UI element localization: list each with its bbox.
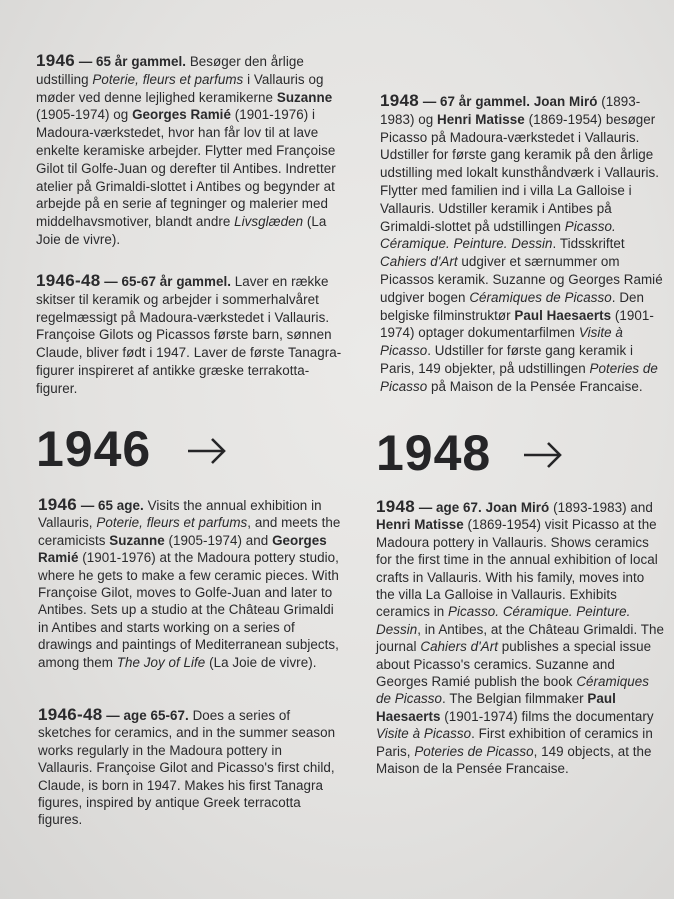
body-text: (1901-1974) films the documentary	[444, 708, 654, 724]
body-text: Laver en række skitser til keramik og arbejder i sommerhalvåret regelmæssigt på Madoura-værkstedet i Vallauris. Françoise Gilots og Picassos første barn, sønnen Claude, bliver født i 1947. Laver de første Tanagra-figurer inspireret af antikke græske terrakotta-figurer.	[36, 274, 342, 396]
body-text: . First exhibition of ceramics in Paris,	[376, 726, 653, 759]
body-text: (1905-1974) and	[168, 532, 269, 548]
age-label: 65-67 år gammel.	[121, 274, 231, 289]
body-text: publishes a special issue about Picasso's ceramics. Suzanne and Georges Ramié publish the book	[376, 639, 652, 690]
dash: —	[78, 54, 93, 69]
italic-title: Cahiers d'Art	[380, 254, 458, 270]
age-label: 65 år gammel.	[96, 54, 187, 69]
big-year-1948: 1948	[376, 425, 492, 481]
age-label: age 65-67.	[123, 708, 189, 723]
body-text: (1869-1954) besøger Picasso på Madoura-værkstedet i Vallauris. Udstiller for første gang keramik på den årlige udstilling med lokalt kunsthåndværk i Vallauris. Flytter med familien ind i villa La Galloise i Vallauris. Udstiller keramik i Antibes på Grimaldi-slottet på udstillingen	[380, 111, 660, 234]
year-label: 1948	[376, 497, 416, 516]
body-text: på Maison de la Pensée Francaise.	[431, 378, 643, 394]
body-text: (1901-1974) optager dokumentarfilmen	[380, 307, 654, 341]
bold-name: Georges Ramié	[132, 107, 231, 123]
italic-title: Poteries de Picasso	[380, 360, 658, 394]
dash: —	[418, 500, 433, 515]
italic-title: Poterie, fleurs et parfums	[96, 515, 248, 531]
body-text: , 149 objects, at the Maison de la Pensée Francaise.	[376, 743, 652, 777]
age-label: 67 år gammel.	[440, 94, 531, 109]
body-text: (La Joie de vivre).	[36, 214, 327, 247]
body-text: , in Antibes, at the Château Grimaldi. The journal	[376, 621, 664, 655]
bold-name: Joan Miró	[533, 94, 598, 109]
body-text: . Tidsskriftet	[552, 236, 625, 252]
body-text: Does a series of sketches for ceramics, and in the summer season works regularly in the Madoura pottery in Vallauris. Françoise Gilot and Picasso's first child, Claude, is born in 1947. Makes his first Tanagra figures, inspired by antique Greek terracotta figures.	[38, 708, 336, 828]
body-text: (La Joie de vivre).	[209, 654, 317, 670]
italic-title: Livsglæden	[234, 214, 304, 230]
text-block-da-1948	[380, 92, 665, 396]
body-text: Besøger den årlige udstilling	[36, 54, 304, 87]
body-text: (1901-1976) i Madoura-værkstedet, hvor han får lov til at lave enkelte keramiske arbejder. Flytter med Françoise Gilot til Golfe-Juan og derefter til Antibes. Indretter atelier på Grimaldi-slottet i Antibes og begynder at arbejde på en serie af tegninger og malerier med middelhavsmotiver, blandt andre	[36, 107, 336, 230]
age-label: age 67.	[436, 500, 482, 515]
year-label: 1946-48	[36, 271, 101, 290]
body-text: . The Belgian filmmaker	[442, 691, 584, 707]
body-text: (1893-1983) and	[553, 500, 653, 515]
italic-title: Céramiques de Picasso	[469, 289, 612, 305]
text-block-da-1946-48	[36, 272, 346, 398]
bold-name: Henri Matisse	[376, 517, 464, 533]
bold-name: Paul Haesaerts	[514, 307, 612, 323]
text-block-en-1946-48	[38, 706, 338, 829]
body-text: (1901-1976) at the Madoura pottery studio, where he gets to make a few ceramic pieces. With Françoise Gilot, moves to Golfe-Juan and later to Antibes. Sets up a studio at the Château Grimaldi in Antibes and starts working on a series of drawings and paintings of Mediterranean subjects, among them	[38, 550, 339, 670]
italic-title: Poteries de Picasso	[414, 743, 534, 759]
dash: —	[80, 498, 95, 513]
bold-name: Georges Ramié	[38, 532, 327, 566]
text-block-en-1948	[376, 498, 664, 778]
bold-name: Joan Miró	[485, 500, 550, 515]
body-text: (1893-1983) og	[380, 94, 641, 127]
year-label: 1946-48	[38, 705, 103, 724]
body-text: udgiver et særnummer om Picassos keramik. Suzanne og Georges Ramié udgiver bogen	[380, 254, 663, 305]
dash: —	[104, 274, 118, 289]
dash: —	[422, 94, 437, 109]
body-text: (1905-1974) og	[36, 107, 129, 123]
arrow-right-icon	[186, 436, 228, 466]
dash: —	[106, 708, 120, 723]
bold-name: Suzanne	[109, 532, 165, 548]
year-label: 1946	[36, 51, 76, 70]
body-text: . Udstiller for første gang keramik i Paris, 149 objekter, på udstillingen	[380, 343, 633, 376]
italic-title: Visite à Picasso	[380, 325, 623, 359]
body-text: (1869-1954) visit Picasso at the Madoura pottery in Vallauris. Shows ceramics for the first time in the annual exhibition of local crafts in Vallauris. With his family, moves into the villa La Galloise in Vallauris. Exhibits ceramics in	[376, 517, 658, 620]
italic-title: Visite à Picasso	[376, 726, 472, 742]
italic-title: The Joy of Life	[116, 654, 206, 670]
year-label: 1946	[38, 495, 78, 514]
italic-title: Céramiques de Picasso	[376, 674, 650, 707]
bold-name: Henri Matisse	[437, 111, 525, 127]
bold-name: Paul Haesaerts	[376, 691, 616, 724]
body-text: Visits the annual exhibition in Vallauris,	[38, 498, 322, 531]
italic-title: Poterie, fleurs et parfums	[92, 71, 244, 87]
text-block-en-1946	[38, 496, 343, 671]
big-year-1946: 1946	[36, 421, 152, 477]
body-text: , and meets the ceramicists	[38, 515, 341, 548]
arrow-right-icon	[522, 440, 564, 470]
body-text: . Den belgiske filminstruktør	[380, 289, 645, 323]
bold-name: Suzanne	[276, 89, 333, 105]
age-label: 65 age.	[98, 498, 144, 513]
italic-title: Cahiers d'Art	[420, 639, 498, 655]
text-block-da-1946	[36, 52, 344, 249]
body-text: i Vallauris og møder ved denne lejlighed keramikerne	[36, 71, 324, 105]
italic-title: Picasso. Céramique. Peinture. Dessin	[376, 604, 631, 637]
year-label: 1948	[380, 91, 420, 110]
italic-title: Picasso. Céramique. Peinture. Dessin	[380, 218, 616, 252]
